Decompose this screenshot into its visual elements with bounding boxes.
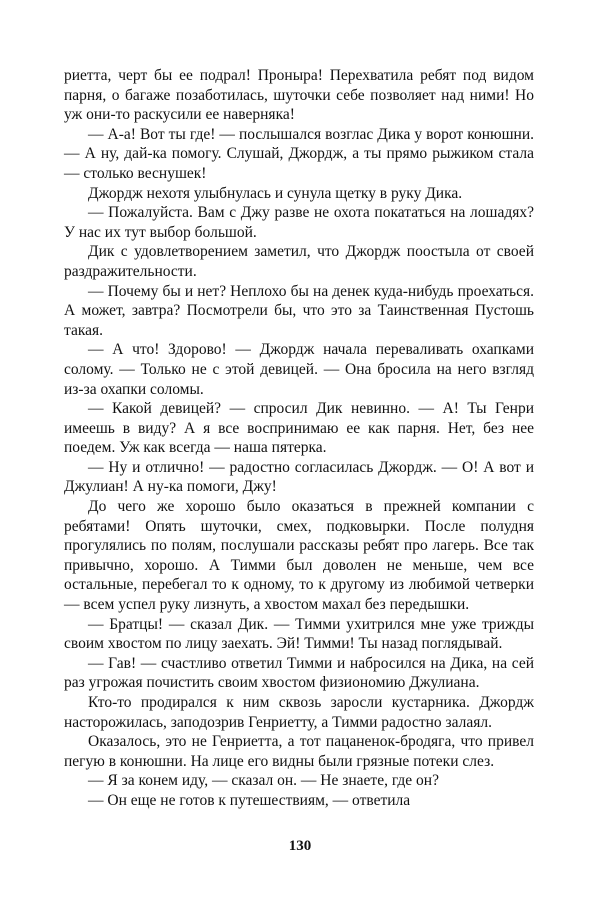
paragraph: До чего же хорошо было оказаться в прежней компании с ребятами! Опять шуточки, смех, подковырки. После полудня прогулялись по полям, послушали рассказы ребят про лагерь. Все так привычно, хорошо. А Тимми был доволен не меньше, чем все остальные, перебегал то к одному, то к другому из любимой четверки — всем успел руку лизнуть, а хвостом махал без передышки. xyxy=(64,498,534,614)
page-number: 130 xyxy=(288,838,312,854)
paragraph: — Ну и отлично! — радостно согласилась Джордж. — О! А вот и Джулиан! А ну-ка помоги, Джу! xyxy=(64,458,534,496)
paragraph: Джордж нехотя улыбнулась и сунула щетку в руку Дика. xyxy=(88,184,463,202)
paragraph: Дик с удовлетворением заметил, что Джордж поостыла от своей раздражительности. xyxy=(64,243,534,280)
paragraph: — Братцы! — сказал Дик. — Тимми ухитрился мне уже трижды своим хвостом по лицу заехать. Эй! Тимми! Ты назад поглядывай. xyxy=(64,615,534,653)
paragraph: — Он еще не готов к путешествиям, — ответила xyxy=(88,791,411,809)
paragraph: — Я за конем иду, — сказал он. — Не знаете, где он? xyxy=(88,772,439,790)
paragraph: — Какой девицей? — спросил Дик невинно. — А! Ты Генри имеешь в виду? А я все воспринимаю ее как парня. Нет, без нее поедем. Уж как всегда — наша пятерка. xyxy=(64,400,534,457)
paragraph: риетта, черт бы ее подрал! Проныра! Перехватила ребят под видом парня, о багаже позаботилась, шуточки себе позволяет над ними! Но уж они-то раскусили ее наверняка! xyxy=(64,67,534,124)
paragraph: Оказалось, это не Генриетта, а тот пацаненок-бродяга, что привел пегую в конюшни. На лице его видны были грязные потеки слез. xyxy=(64,733,534,770)
paragraph: — А-а! Вот ты где! — послышался возглас Дика у ворот конюшни. — А ну, дай-ка помогу. Слушай, Джордж, а ты прямо рыжиком стала — столько веснушек! xyxy=(64,125,534,182)
paragraph: — Гав! — счастливо ответил Тимми и набросился на Дика, на сей раз угрожая почистить своим хвостом физиономию Джулиана. xyxy=(64,654,534,692)
paragraph: Кто-то продирался к ним сквозь заросли кустарника. Джордж насторожилась, заподозрив Генриетту, а Тимми радостно залаял. xyxy=(64,694,534,731)
page-text xyxy=(64,66,534,811)
paragraph: — Пожалуйста. Вам с Джу разве не охота покататься на лошадях? У нас их тут выбор большой. xyxy=(64,204,534,241)
paragraph: — А что! Здорово! — Джордж начала переваливать охапками солому. — Только не с этой девицей. — Она бросила на него взгляд из-за охапки соломы. xyxy=(64,341,534,398)
paragraph: — Почему бы и нет? Неплохо бы на денек куда-нибудь проехаться. А может, завтра? Посмотрели бы, что это за Таинственная Пустошь такая. xyxy=(64,282,534,339)
